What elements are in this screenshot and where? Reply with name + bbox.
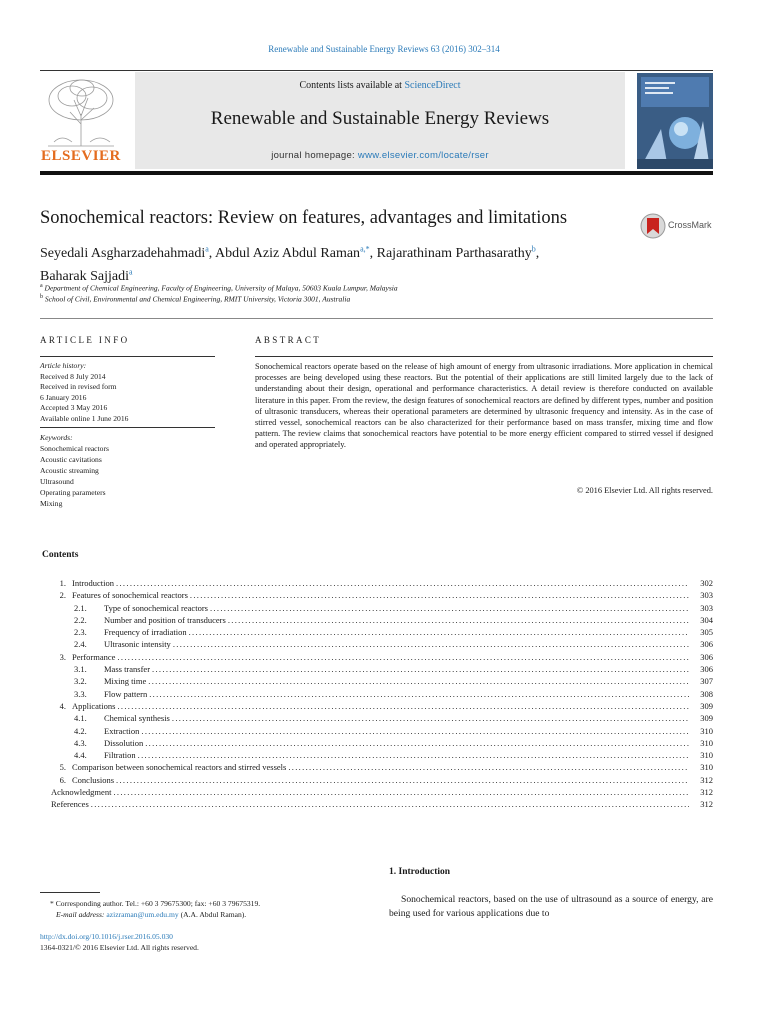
toc-number: 6. <box>59 774 66 785</box>
author[interactable]: Seyedali Asgharzadehahmadi$^a$, <box>40 244 216 261</box>
toc-entry[interactable] <box>42 726 713 738</box>
toc-entry[interactable] <box>42 603 713 615</box>
history-line: Received in revised form <box>40 382 117 391</box>
keyword: Acoustic cavitations <box>40 455 102 464</box>
toc-number: 2.4. <box>74 639 87 650</box>
keywords-block <box>40 432 215 509</box>
toc-page-number: 310 <box>700 725 713 736</box>
toc-title: Mass transfer <box>104 664 151 675</box>
keyword: Mixing <box>40 499 63 508</box>
toc-page-number: 307 <box>700 676 713 687</box>
corresponding-note: * Corresponding author. Tel.: +60 3 79675300; fax: +60 3 79675319. <box>50 899 261 908</box>
toc-leader-dots <box>113 787 689 797</box>
history-line: Received 8 July 2014 <box>40 371 106 381</box>
toc-title: Chemical synthesis <box>104 713 170 724</box>
keyword: Operating parameters <box>40 488 106 497</box>
toc-number: 3.1. <box>74 664 87 675</box>
crossmark-label: CrossMark <box>668 220 712 230</box>
toc-entry[interactable] <box>42 713 713 725</box>
email-link[interactable]: azizraman@um.edu.my <box>106 910 179 919</box>
toc-number: 2.1. <box>74 602 87 613</box>
toc-leader-dots <box>210 603 689 613</box>
toc-title: Type of sonochemical reactors <box>104 602 208 613</box>
toc-entry[interactable] <box>42 615 713 627</box>
toc-page-number: 302 <box>700 578 713 588</box>
toc-entry[interactable] <box>42 652 713 664</box>
toc-leader-dots <box>190 590 689 600</box>
article-history <box>40 361 215 424</box>
toc-page-number: 312 <box>700 774 713 785</box>
toc-title: Features of sonochemical reactors <box>72 590 188 601</box>
corresponding-author-footnote <box>50 898 260 920</box>
toc-title: Mixing time <box>104 676 147 687</box>
header-divider <box>40 318 713 319</box>
email-suffix: (A.A. Abdul Raman). <box>178 910 247 919</box>
journal-citation[interactable]: Renewable and Sustainable Energy Reviews 63 (2016) 302–314 <box>268 44 500 54</box>
toc-leader-dots <box>117 701 689 711</box>
toc-number: 4. <box>59 700 66 711</box>
article-info-rule <box>40 427 215 428</box>
toc-leader-dots <box>148 676 689 686</box>
toc-leader-dots <box>189 627 689 637</box>
toc-title: Applications <box>72 700 116 711</box>
toc-number: 3.3. <box>74 688 87 699</box>
toc-entry[interactable] <box>42 590 713 602</box>
email-label: E-mail address: <box>56 910 107 919</box>
toc-entry[interactable] <box>42 664 713 676</box>
toc-title: References <box>51 799 89 810</box>
toc-entry[interactable] <box>42 787 713 799</box>
toc-number: 2.2. <box>74 614 87 625</box>
toc-page-number: 303 <box>700 590 713 601</box>
toc-leader-dots <box>152 664 689 674</box>
keyword: Ultrasound <box>40 477 74 486</box>
toc-entry[interactable] <box>42 689 713 701</box>
toc-entry[interactable] <box>42 676 713 688</box>
affiliation-b: $^b$ School of Civil, Environmental and Chemical Engineering, RMIT University, Victoria 3001, Australia <box>40 294 351 304</box>
elsevier-tree-logo-icon <box>42 76 120 148</box>
history-line: Available online 1 June 2016 <box>40 413 129 423</box>
abstract-copyright: © 2016 Elsevier Ltd. All rights reserved. <box>576 486 713 495</box>
toc-page-number: 310 <box>700 737 713 748</box>
toc-entry[interactable] <box>42 639 713 651</box>
toc-title: Frequency of irradiation <box>104 627 187 638</box>
toc-number: 4.2. <box>74 725 87 736</box>
toc-number: 5. <box>59 762 66 773</box>
homepage-link[interactable]: www.elsevier.com/locate/rser <box>357 150 489 161</box>
crossmark-badge[interactable] <box>640 212 720 240</box>
contents-available-line <box>135 80 625 91</box>
issn-line: 1364-0321/© 2016 Elsevier Ltd. All rights reserved. <box>40 943 199 952</box>
contents-heading: Contents <box>42 550 79 560</box>
history-line: Accepted 3 May 2016 <box>40 403 108 412</box>
toc-title: Flow pattern <box>104 688 148 699</box>
toc-page-number: 306 <box>700 664 713 675</box>
toc-title: Acknowledgment <box>51 787 112 798</box>
doi-link[interactable]: http://dx.doi.org/10.1016/j.rser.2016.05.030 <box>40 932 173 941</box>
toc-entry[interactable] <box>42 775 713 787</box>
toc-number: 3.2. <box>74 676 87 687</box>
author[interactable]: Rajarathinam Parthasarathy$^b$, <box>376 244 540 261</box>
journal-name: Renewable and Sustainable Energy Reviews <box>210 108 550 129</box>
journal-cover-image <box>637 73 713 169</box>
affiliation-a: $^a$ Department of Chemical Engineering, Faculty of Engineering, University of Malaya, 50603 Kuala Lumpur, Malaysia <box>40 283 398 293</box>
toc-page-number: 303 <box>700 602 713 613</box>
author[interactable]: Baharak Sajjadi$^a$ <box>40 267 133 285</box>
toc-leader-dots <box>116 578 689 588</box>
toc-page-number: 304 <box>700 614 713 625</box>
toc-leader-dots <box>149 689 689 699</box>
article-info-heading: ARTICLE INFO <box>40 335 130 345</box>
toc-entry[interactable] <box>42 578 713 590</box>
masthead-top-rule <box>40 70 713 71</box>
toc-title: Filtration <box>104 750 136 761</box>
footnote-rule <box>40 892 100 893</box>
table-of-contents <box>42 578 713 812</box>
toc-number: 4.3. <box>74 737 87 748</box>
toc-leader-dots <box>228 615 689 625</box>
contents-prefix: Contents lists available at <box>299 80 405 91</box>
masthead-bottom-rule <box>40 171 713 175</box>
toc-title: Comparison between sonochemical reactors and stirred vessels <box>72 762 287 773</box>
author[interactable]: Abdul Aziz Abdul Raman$^{a,*}$, <box>215 244 377 261</box>
sciencedirect-link[interactable]: ScienceDirect <box>404 80 461 91</box>
toc-title: Conclusions <box>72 774 115 785</box>
toc-leader-dots <box>288 762 689 772</box>
abstract-text: Sonochemical reactors operate based on the release of high amount of energy from ultrasonic irradiations. More application in chemical processes are being developed using these reactors. But the potential of their applications are still limited largely due to the lack of understanding about their design, operational and performance characteristics. A detail review is therefore conducted on available literature in this paper. From the review, the design features of sonochemical reactors are defined by different types, number and position of ultrasonic transducers, whereas their operational parameters are determined by ultrasonic frequency and intensity. As in the case of stirred vessel, sonochemical reactors can be also characterized for their performance based on mass transfer, mixing time and flow pattern. The review claims that sonochemical reactors have potential to be more energy efficient compared to stirred vessel if designed and operated appropriately. <box>255 362 713 450</box>
toc-leader-dots <box>141 726 689 736</box>
toc-entry[interactable] <box>42 701 713 713</box>
toc-title: Extraction <box>104 725 140 736</box>
toc-page-number: 310 <box>700 750 713 761</box>
journal-homepage-line <box>135 150 625 161</box>
toc-page-number: 312 <box>700 799 713 810</box>
history-label: Article history: <box>40 361 87 370</box>
toc-leader-dots <box>145 738 689 748</box>
keyword: Sonochemical reactors <box>40 444 109 453</box>
toc-title: Dissolution <box>104 737 144 748</box>
toc-leader-dots <box>117 652 689 662</box>
toc-title: Introduction <box>72 578 115 588</box>
toc-number: 4.4. <box>74 750 87 761</box>
introduction-text: Sonochemical reactors, based on the use of ultrasound as a source of energy, are being used for various applications due to <box>389 894 713 919</box>
article-title: Sonochemical reactors: Review on features, advantages and limitations <box>40 208 568 228</box>
toc-leader-dots <box>138 750 689 760</box>
toc-title: Performance <box>72 651 116 662</box>
toc-page-number: 310 <box>700 762 713 773</box>
toc-leader-dots <box>91 799 689 809</box>
toc-title: Number and position of transducers <box>104 614 226 625</box>
elsevier-logo: ELSEVIER <box>41 148 121 164</box>
abstract-rule <box>255 356 713 357</box>
toc-entry[interactable] <box>42 738 713 750</box>
crossmark-icon <box>640 212 666 240</box>
toc-page-number: 309 <box>700 700 713 711</box>
toc-number: 2. <box>59 590 66 601</box>
toc-page-number: 308 <box>700 688 713 699</box>
introduction-heading: 1. Introduction <box>389 867 451 877</box>
article-info-rule <box>40 356 215 357</box>
toc-entry[interactable] <box>42 750 713 762</box>
author-list <box>40 239 640 286</box>
toc-page-number: 312 <box>700 787 713 798</box>
toc-title: Ultrasonic intensity <box>104 639 171 650</box>
toc-leader-dots <box>173 639 689 649</box>
toc-leader-dots <box>172 713 689 723</box>
abstract-heading: ABSTRACT <box>255 335 322 345</box>
homepage-label: journal homepage: <box>271 150 358 161</box>
toc-entry[interactable] <box>42 627 713 639</box>
keywords-label: Keywords: <box>40 433 73 442</box>
toc-entry[interactable] <box>42 799 713 811</box>
history-line: 6 January 2016 <box>40 392 87 402</box>
keyword: Acoustic streaming <box>40 466 99 475</box>
toc-entry[interactable] <box>42 762 713 774</box>
toc-leader-dots <box>116 775 689 785</box>
toc-page-number: 306 <box>700 639 713 650</box>
toc-page-number: 305 <box>700 627 713 638</box>
toc-page-number: 306 <box>700 651 713 662</box>
toc-number: 4.1. <box>74 713 87 724</box>
toc-page-number: 309 <box>700 713 713 724</box>
toc-number: 2.3. <box>74 627 87 638</box>
toc-number: 1. <box>59 578 66 588</box>
toc-number: 3. <box>59 651 66 662</box>
